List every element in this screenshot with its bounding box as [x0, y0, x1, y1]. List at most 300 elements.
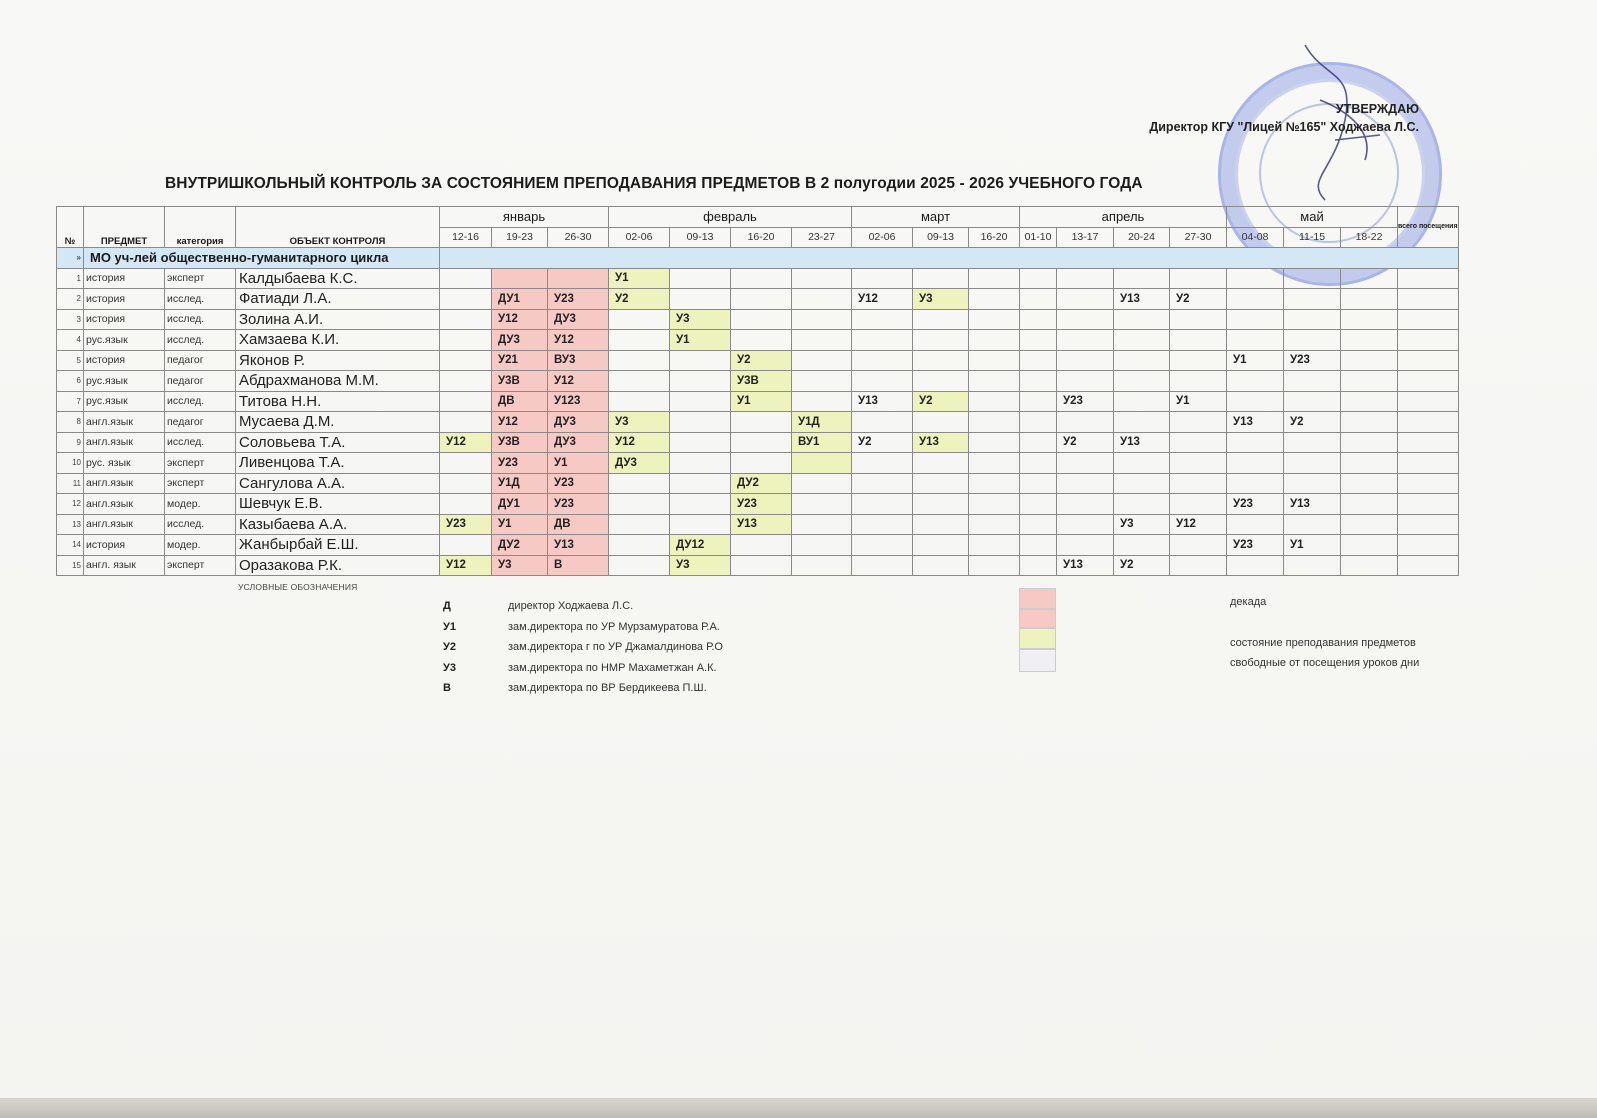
visit-cell	[731, 535, 792, 556]
legend	[443, 596, 723, 699]
legend-text: зам.директора по НМР Махаметжан А.К.	[508, 661, 717, 674]
visit-cell: У1	[1284, 535, 1341, 556]
visit-cell: ДУ1	[492, 494, 548, 515]
legend-text: директор Ходжаева Л.С.	[508, 600, 634, 613]
visit-cell	[792, 494, 852, 515]
week-header: 27-30	[1170, 227, 1227, 248]
legend-row	[443, 678, 723, 699]
visit-cell: ДУ3	[609, 453, 670, 474]
visit-cell	[852, 555, 913, 576]
row-subject: англ.язык	[84, 473, 165, 494]
visit-cell: В	[548, 555, 609, 576]
row-category: модер.	[165, 494, 236, 515]
visit-cell: У12	[492, 412, 548, 433]
row-total	[1398, 555, 1459, 576]
row-teacher-name: Сангулова А.А.	[236, 473, 440, 494]
row-category: исслед.	[165, 514, 236, 535]
visit-cell: У12	[548, 371, 609, 392]
visit-cell	[969, 432, 1020, 453]
visit-cell	[913, 330, 969, 351]
visit-cell	[1284, 473, 1341, 494]
visit-cell	[670, 412, 731, 433]
visit-cell	[440, 473, 492, 494]
visit-cell	[1057, 494, 1114, 515]
visit-cell: ДУ3	[548, 412, 609, 433]
visit-cell	[1227, 268, 1284, 289]
visit-cell: У2	[731, 350, 792, 371]
legend-code: В	[443, 682, 451, 695]
color-legend	[1019, 588, 1056, 672]
visit-cell	[1341, 494, 1398, 515]
visit-cell: У3	[913, 289, 969, 310]
visit-cell	[1114, 412, 1170, 433]
row-total	[1398, 289, 1459, 310]
visit-cell: У12	[440, 432, 492, 453]
visit-cell	[913, 371, 969, 392]
visit-cell	[1057, 268, 1114, 289]
row-teacher-name: Ливенцова Т.А.	[236, 453, 440, 474]
visit-cell	[670, 514, 731, 535]
row-subject: англ.язык	[84, 412, 165, 433]
visit-cell	[1057, 514, 1114, 535]
week-header: 04-08	[1227, 227, 1284, 248]
row-subject: англ.язык	[84, 494, 165, 515]
visit-cell	[792, 371, 852, 392]
visit-cell	[852, 453, 913, 474]
visit-cell	[969, 268, 1020, 289]
visit-cell	[1341, 453, 1398, 474]
visit-cell	[1114, 473, 1170, 494]
visit-cell: У123	[548, 391, 609, 412]
visit-cell	[1057, 350, 1114, 371]
visit-cell: У13	[1284, 494, 1341, 515]
row-subject: история	[84, 309, 165, 330]
visit-cell	[1227, 555, 1284, 576]
visit-cell	[670, 268, 731, 289]
row-number: 7	[57, 391, 84, 412]
row-total	[1398, 330, 1459, 351]
row-number: 10	[57, 453, 84, 474]
visit-cell	[731, 453, 792, 474]
visit-cell	[731, 412, 792, 433]
week-header: 23-27	[792, 227, 852, 248]
visit-cell: ДУ2	[492, 535, 548, 556]
visit-cell	[913, 473, 969, 494]
row-total	[1398, 309, 1459, 330]
visit-cell: ДВ	[548, 514, 609, 535]
visit-cell	[1170, 473, 1227, 494]
legend-pink-label: декада	[1230, 596, 1267, 608]
visit-cell	[852, 473, 913, 494]
visit-cell	[1057, 473, 1114, 494]
visit-cell	[440, 268, 492, 289]
row-category: педагог	[165, 371, 236, 392]
visit-cell: У23	[731, 494, 792, 515]
row-total	[1398, 391, 1459, 412]
visit-cell	[440, 494, 492, 515]
visit-cell: У3	[609, 412, 670, 433]
row-number: 1	[57, 268, 84, 289]
visit-cell	[1020, 371, 1057, 392]
visit-cell	[1170, 535, 1227, 556]
visit-cell	[1227, 371, 1284, 392]
table-row	[57, 268, 1459, 289]
row-number: 14	[57, 535, 84, 556]
visit-cell	[670, 391, 731, 412]
visit-cell: ДУ3	[548, 432, 609, 453]
row-number: 6	[57, 371, 84, 392]
row-subject: история	[84, 350, 165, 371]
visit-cell: У1Д	[492, 473, 548, 494]
visit-cell	[1114, 391, 1170, 412]
visit-cell: У2	[913, 391, 969, 412]
visit-cell	[670, 432, 731, 453]
visit-cell	[440, 289, 492, 310]
row-teacher-name: Казыбаева А.А.	[236, 514, 440, 535]
visit-cell: У23	[1227, 494, 1284, 515]
visit-cell	[440, 350, 492, 371]
visit-cell: У23	[492, 453, 548, 474]
row-teacher-name: Яконов Р.	[236, 350, 440, 371]
visit-cell: У12	[548, 330, 609, 351]
visit-cell: У13	[731, 514, 792, 535]
visit-cell	[852, 535, 913, 556]
row-teacher-name: Жанбырбай Е.Ш.	[236, 535, 440, 556]
visit-cell	[440, 330, 492, 351]
visit-cell: У2	[852, 432, 913, 453]
visit-cell	[1114, 330, 1170, 351]
visit-cell	[440, 371, 492, 392]
visit-cell	[1227, 514, 1284, 535]
visit-cell	[792, 514, 852, 535]
visit-cell: ДУ12	[670, 535, 731, 556]
visit-cell	[792, 555, 852, 576]
row-teacher-name: Золина А.И.	[236, 309, 440, 330]
visit-cell	[670, 350, 731, 371]
visit-cell	[1170, 453, 1227, 474]
visit-cell	[609, 555, 670, 576]
visit-cell	[609, 494, 670, 515]
visit-cell	[1020, 330, 1057, 351]
row-category: эксперт	[165, 473, 236, 494]
table-row	[57, 371, 1459, 392]
visit-cell: У12	[440, 555, 492, 576]
visit-cell	[1020, 535, 1057, 556]
visit-cell	[1284, 330, 1341, 351]
row-teacher-name: Абдрахманова М.М.	[236, 371, 440, 392]
visit-cell	[969, 350, 1020, 371]
visit-cell	[913, 412, 969, 433]
visit-cell	[852, 309, 913, 330]
visit-cell: ДУ3	[548, 309, 609, 330]
visit-cell	[969, 473, 1020, 494]
table-row	[57, 391, 1459, 412]
row-category: исслед.	[165, 391, 236, 412]
header-total: всего посещения	[1398, 207, 1459, 248]
visit-cell	[969, 494, 1020, 515]
visit-cell	[792, 453, 852, 474]
legend-row	[443, 617, 723, 638]
visit-cell	[792, 330, 852, 351]
visit-cell	[1284, 432, 1341, 453]
visit-cell	[609, 535, 670, 556]
visit-cell	[969, 289, 1020, 310]
visit-cell	[609, 330, 670, 351]
row-number: 11	[57, 473, 84, 494]
approval-director: Директор КГУ "Лицей №165" Ходжаева Л.С.	[1149, 120, 1419, 134]
row-teacher-name: Оразакова Р.К.	[236, 555, 440, 576]
visit-cell	[1227, 289, 1284, 310]
visit-cell	[670, 453, 731, 474]
row-category: исслед.	[165, 309, 236, 330]
visit-cell: У12	[1170, 514, 1227, 535]
visit-cell: У23	[1284, 350, 1341, 371]
visit-cell	[609, 514, 670, 535]
visit-cell	[609, 350, 670, 371]
table-row	[57, 432, 1459, 453]
visit-cell: У23	[548, 494, 609, 515]
visit-cell	[969, 391, 1020, 412]
visit-cell	[792, 289, 852, 310]
month-header: март	[852, 207, 1020, 228]
visit-cell	[852, 350, 913, 371]
visit-cell	[1057, 412, 1114, 433]
visit-cell: У23	[548, 289, 609, 310]
row-teacher-name: Фатиади Л.А.	[236, 289, 440, 310]
visit-cell: У2	[1114, 555, 1170, 576]
visit-cell: У2	[1057, 432, 1114, 453]
row-category: модер.	[165, 535, 236, 556]
visit-cell: У13	[548, 535, 609, 556]
visit-cell	[1020, 432, 1057, 453]
legend-text: зам.директора г по УР Джамалдинова Р.О	[508, 641, 723, 654]
visit-cell	[1020, 473, 1057, 494]
visit-cell	[792, 473, 852, 494]
row-number: 15	[57, 555, 84, 576]
table-row	[57, 453, 1459, 474]
row-total	[1398, 371, 1459, 392]
row-teacher-name: Соловьева Т.А.	[236, 432, 440, 453]
visit-cell	[969, 371, 1020, 392]
visit-cell	[1020, 494, 1057, 515]
visit-cell	[913, 268, 969, 289]
row-number: 13	[57, 514, 84, 535]
visit-cell	[1341, 371, 1398, 392]
visit-cell	[1114, 453, 1170, 474]
week-header: 19-23	[492, 227, 548, 248]
visit-cell	[1284, 391, 1341, 412]
row-total	[1398, 535, 1459, 556]
visit-cell: У1	[609, 268, 670, 289]
visit-cell	[969, 412, 1020, 433]
visit-cell	[1284, 268, 1341, 289]
month-header: апрель	[1020, 207, 1227, 228]
visit-cell	[913, 350, 969, 371]
row-number: 8	[57, 412, 84, 433]
visit-cell	[969, 309, 1020, 330]
row-subject: англ.язык	[84, 514, 165, 535]
row-number: 4	[57, 330, 84, 351]
row-total	[1398, 514, 1459, 535]
visit-cell	[1341, 555, 1398, 576]
visit-cell: ДУ3	[492, 330, 548, 351]
row-category: исслед.	[165, 432, 236, 453]
visit-cell: У1	[670, 330, 731, 351]
visit-cell	[852, 514, 913, 535]
row-category: эксперт	[165, 268, 236, 289]
visit-cell	[1284, 371, 1341, 392]
visit-cell: ДВ	[492, 391, 548, 412]
visit-cell: У1	[731, 391, 792, 412]
month-header-row	[57, 207, 1459, 228]
visit-cell	[492, 268, 548, 289]
visit-cell	[1057, 330, 1114, 351]
month-header: февраль	[609, 207, 852, 228]
week-header: 13-17	[1057, 227, 1114, 248]
visit-cell	[609, 371, 670, 392]
table-row	[57, 535, 1459, 556]
visit-cell	[1114, 494, 1170, 515]
visit-cell: У3В	[492, 432, 548, 453]
visit-cell: У1	[1170, 391, 1227, 412]
visit-cell	[731, 330, 792, 351]
row-total	[1398, 494, 1459, 515]
visit-cell	[1170, 432, 1227, 453]
visit-cell: У13	[1114, 432, 1170, 453]
visit-cell: У13	[852, 391, 913, 412]
legend-yellow-label: состояние преподавания предметов	[1230, 637, 1416, 649]
visit-cell	[1341, 289, 1398, 310]
visit-cell	[792, 391, 852, 412]
visit-cell	[440, 453, 492, 474]
visit-cell	[969, 535, 1020, 556]
row-total	[1398, 453, 1459, 474]
week-header: 09-13	[913, 227, 969, 248]
header-num: №	[57, 207, 84, 248]
visit-cell	[913, 309, 969, 330]
visit-cell	[1170, 494, 1227, 515]
row-number: 12	[57, 494, 84, 515]
visit-cell	[792, 535, 852, 556]
visit-cell	[1020, 350, 1057, 371]
visit-cell: У3В	[731, 371, 792, 392]
swatch-yellow	[1019, 628, 1056, 649]
visit-cell	[1341, 330, 1398, 351]
week-header: 01-10	[1020, 227, 1057, 248]
visit-cell	[913, 535, 969, 556]
visit-cell: У1	[492, 514, 548, 535]
legend-code: Д	[443, 600, 451, 613]
visit-cell	[1227, 309, 1284, 330]
legend-title: УСЛОВНЫЕ ОБОЗНАЧЕНИЯ	[238, 582, 358, 592]
visit-cell	[731, 432, 792, 453]
row-number: 3	[57, 309, 84, 330]
row-subject: история	[84, 268, 165, 289]
legend-row	[443, 596, 723, 617]
approval-block	[1149, 100, 1419, 136]
table-row	[57, 350, 1459, 371]
section-label: МО уч-лей общественно-гуманитарного цикла	[84, 248, 440, 269]
visit-cell	[792, 268, 852, 289]
visit-cell: У3В	[492, 371, 548, 392]
visit-cell	[1341, 309, 1398, 330]
visit-cell: У1Д	[792, 412, 852, 433]
visit-cell	[670, 371, 731, 392]
visit-cell	[1341, 350, 1398, 371]
visit-cell	[440, 309, 492, 330]
visit-cell	[1020, 412, 1057, 433]
visit-cell	[1170, 309, 1227, 330]
row-subject: англ. язык	[84, 555, 165, 576]
visit-cell: У23	[1057, 391, 1114, 412]
visit-cell	[440, 412, 492, 433]
visit-cell	[852, 412, 913, 433]
table-row	[57, 555, 1459, 576]
approval-title: УТВЕРЖДАЮ	[1335, 102, 1419, 116]
visit-cell	[1284, 514, 1341, 535]
visit-cell: ДУ2	[731, 473, 792, 494]
visit-cell	[609, 391, 670, 412]
section-marker: »	[57, 248, 84, 269]
visit-cell: ВУ1	[792, 432, 852, 453]
swatch-pink-2	[1019, 609, 1056, 628]
visit-cell	[969, 555, 1020, 576]
visit-cell: У3	[670, 555, 731, 576]
row-teacher-name: Хамзаева К.И.	[236, 330, 440, 351]
row-category: эксперт	[165, 453, 236, 474]
section-row	[57, 248, 1459, 269]
visit-cell	[1341, 535, 1398, 556]
page-title: ВНУТРИШКОЛЬНЫЙ КОНТРОЛЬ ЗА СОСТОЯНИЕМ ПРЕПОДАВАНИЯ ПРЕДМЕТОВ В 2 полугодии 2025 - 2026 УЧЕБНОГО ГОДА	[165, 175, 1143, 192]
visit-cell	[1341, 514, 1398, 535]
visit-cell	[731, 309, 792, 330]
table-row	[57, 473, 1459, 494]
visit-cell	[1284, 555, 1341, 576]
visit-cell	[1057, 535, 1114, 556]
table-row	[57, 330, 1459, 351]
week-header: 02-06	[852, 227, 913, 248]
visit-cell	[913, 494, 969, 515]
visit-cell	[913, 514, 969, 535]
row-category: педагог	[165, 350, 236, 371]
visit-cell	[1057, 289, 1114, 310]
visit-cell: У2	[1170, 289, 1227, 310]
legend-row	[443, 658, 723, 679]
visit-cell	[440, 535, 492, 556]
visit-cell	[1341, 432, 1398, 453]
legend-code: У1	[443, 620, 456, 633]
week-header: 02-06	[609, 227, 670, 248]
legend-text: зам.директора по УР Мурзамуратова Р.А.	[508, 620, 720, 633]
row-total	[1398, 432, 1459, 453]
visit-cell	[1114, 350, 1170, 371]
visit-cell	[1057, 309, 1114, 330]
visit-cell	[1020, 453, 1057, 474]
row-teacher-name: Шевчук Е.В.	[236, 494, 440, 515]
row-subject: рус.язык	[84, 371, 165, 392]
visit-cell	[731, 268, 792, 289]
visit-cell: У2	[1284, 412, 1341, 433]
visit-cell	[670, 494, 731, 515]
visit-cell: У13	[1114, 289, 1170, 310]
row-subject: рус. язык	[84, 453, 165, 474]
visit-cell	[548, 268, 609, 289]
visit-cell: У12	[609, 432, 670, 453]
row-number: 2	[57, 289, 84, 310]
week-header: 20-24	[1114, 227, 1170, 248]
legend-white-label: свободные от посещения уроков дни	[1230, 657, 1420, 669]
row-total	[1398, 473, 1459, 494]
